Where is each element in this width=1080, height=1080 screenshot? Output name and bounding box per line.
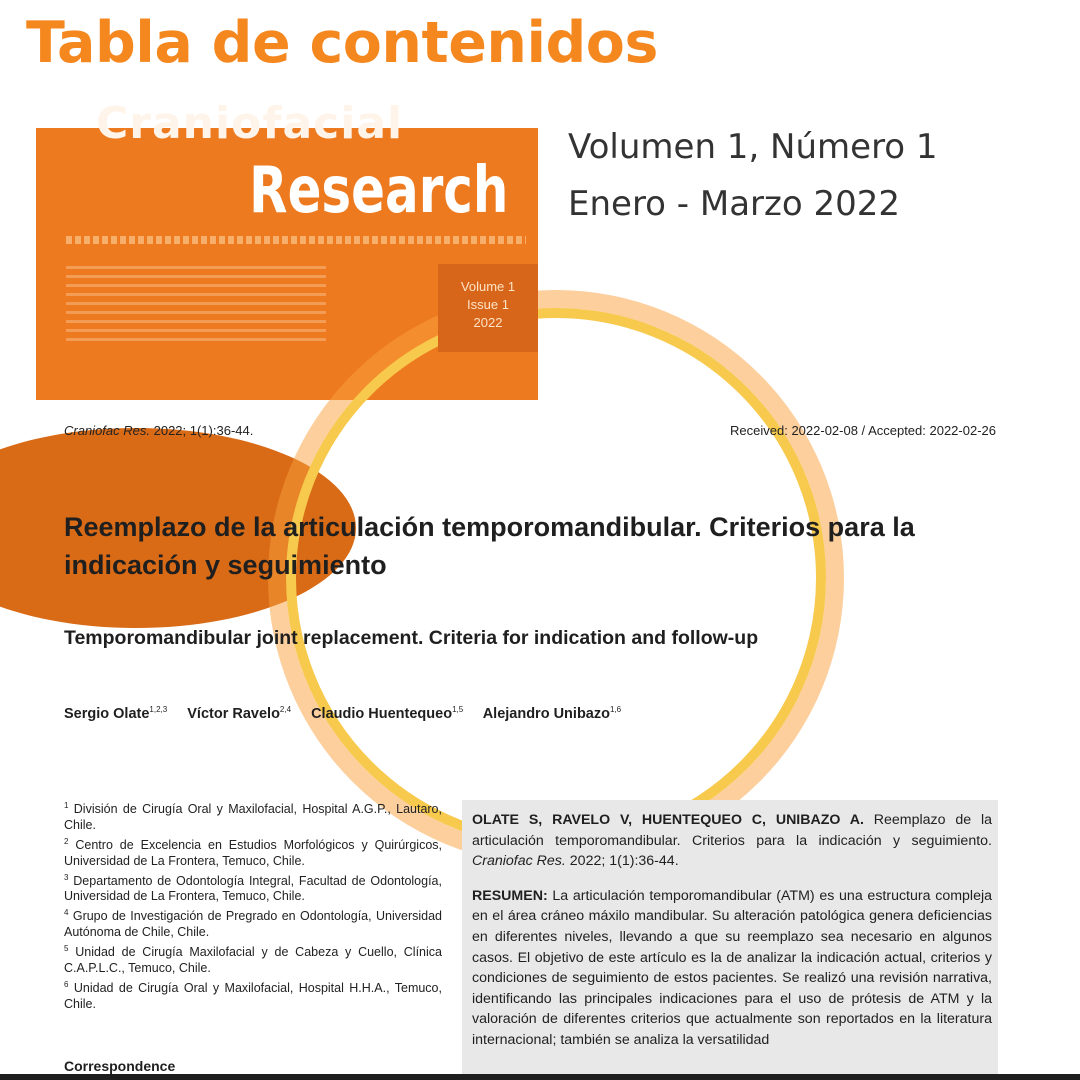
cover-year: 2022 (473, 315, 503, 330)
author[interactable]: Víctor Ravelo$^{2,4}$ (187, 705, 292, 722)
affiliation-item: $^5$ Unidad de Cirugía Maxilofacial y de Cabeza y Cuello, Clínica C.A.P.L.C., Temuco, Chile. (64, 944, 442, 975)
received-accepted-dates: Received: 2022-02-08 / Accepted: 2022-02-26 (730, 423, 996, 438)
cover-volume-box (438, 264, 538, 352)
author[interactable]: Alejandro Unibazo$^{1,6}$ (482, 705, 622, 722)
affiliations (64, 798, 442, 1013)
bottom-edge-bar (0, 1074, 1080, 1080)
issue-period: Enero - Marzo 2022 (568, 184, 900, 224)
correspondence-heading: Correspondence (64, 1058, 176, 1074)
citation-ref: 2022; 1(1):36-44. (153, 423, 254, 438)
issue-volume-number: Volumen 1, Número 1 (568, 127, 938, 167)
affiliation-item: $^4$ Grupo de Investigación de Pregrado en Odontología, Universidad Autónoma de Chile, Chile. (64, 908, 442, 940)
article-title-english: Temporomandibular joint replacement. Criteria for indication and follow-up (64, 627, 759, 649)
affiliation-item: $^2$ Centro de Excelencia en Estudios Morfológicos y Quirúrgicos, Universidad de La Frontera, Temuco, Chile. (64, 836, 442, 868)
affiliation-item: $^6$ Unidad de Cirugía Oral y Maxilofacial, Hospital H.H.A., Temuco, Chile. (64, 979, 442, 1011)
affiliation-item: $^1$ División de Cirugía Oral y Maxilofacial, Hospital A.G.P., Lautaro, Chile. (64, 801, 442, 832)
cover-blurb-texture (66, 266, 326, 344)
cover-top-title: Craniofacial (96, 98, 404, 149)
citation-line (64, 423, 253, 438)
abstract-text: RESUMEN: La articulación temporomandibular (ATM) es una estructura compleja en el área cráneo máxilo mandibular. Su alteración patológica genera deficiencias en diferentes niveles, llevando a que su reemplazo sea necesario en algunos casos. El objetivo de este artículo es la de analizar la indicación actual, criterios y condiciones de seguimiento de estos pacientes. Se realizó una revisión narrativa, identificando las principales indicaciones para el uso de prótesis de ATM y la valoración de diferentes criterios que actualmente son reportados en la literatura internacional; también se analiza la versatilidad (472, 887, 992, 1048)
citation-journal: Craniofac Res. (64, 423, 150, 438)
cover-volume: Volume 1 (460, 279, 516, 294)
cover-tagline-texture (66, 236, 526, 244)
abstract-box (462, 800, 998, 1080)
cover-issue: Issue 1 (467, 297, 509, 312)
article-title-spanish: Reemplazo de la articulación temporomandibular. Criterios para la indicación y seguimiento (64, 512, 915, 580)
author[interactable]: Claudio Huentequeo$^{1,5}$ (311, 705, 464, 722)
journal-cover-image (36, 98, 538, 400)
author[interactable]: Sergio Olate$^{1,2,3}$ (64, 705, 168, 722)
page-heading: Tabla de contenidos (26, 10, 658, 76)
abstract-reference: OLATE S, RAVELO V, HUENTEQUEO C, UNIBAZO A. Reemplazo de la articulación temporomandibular. Criterios para la indicación y seguimiento. Craniofac Res. 2022; 1(1):36-44. (472, 812, 992, 870)
affiliation-item: $^3$ Departamento de Odontología Integral, Facultad de Odontología, Universidad de La Frontera, Temuco, Chile. (64, 872, 442, 904)
author-list (64, 705, 637, 722)
cover-title: Research (248, 154, 508, 228)
